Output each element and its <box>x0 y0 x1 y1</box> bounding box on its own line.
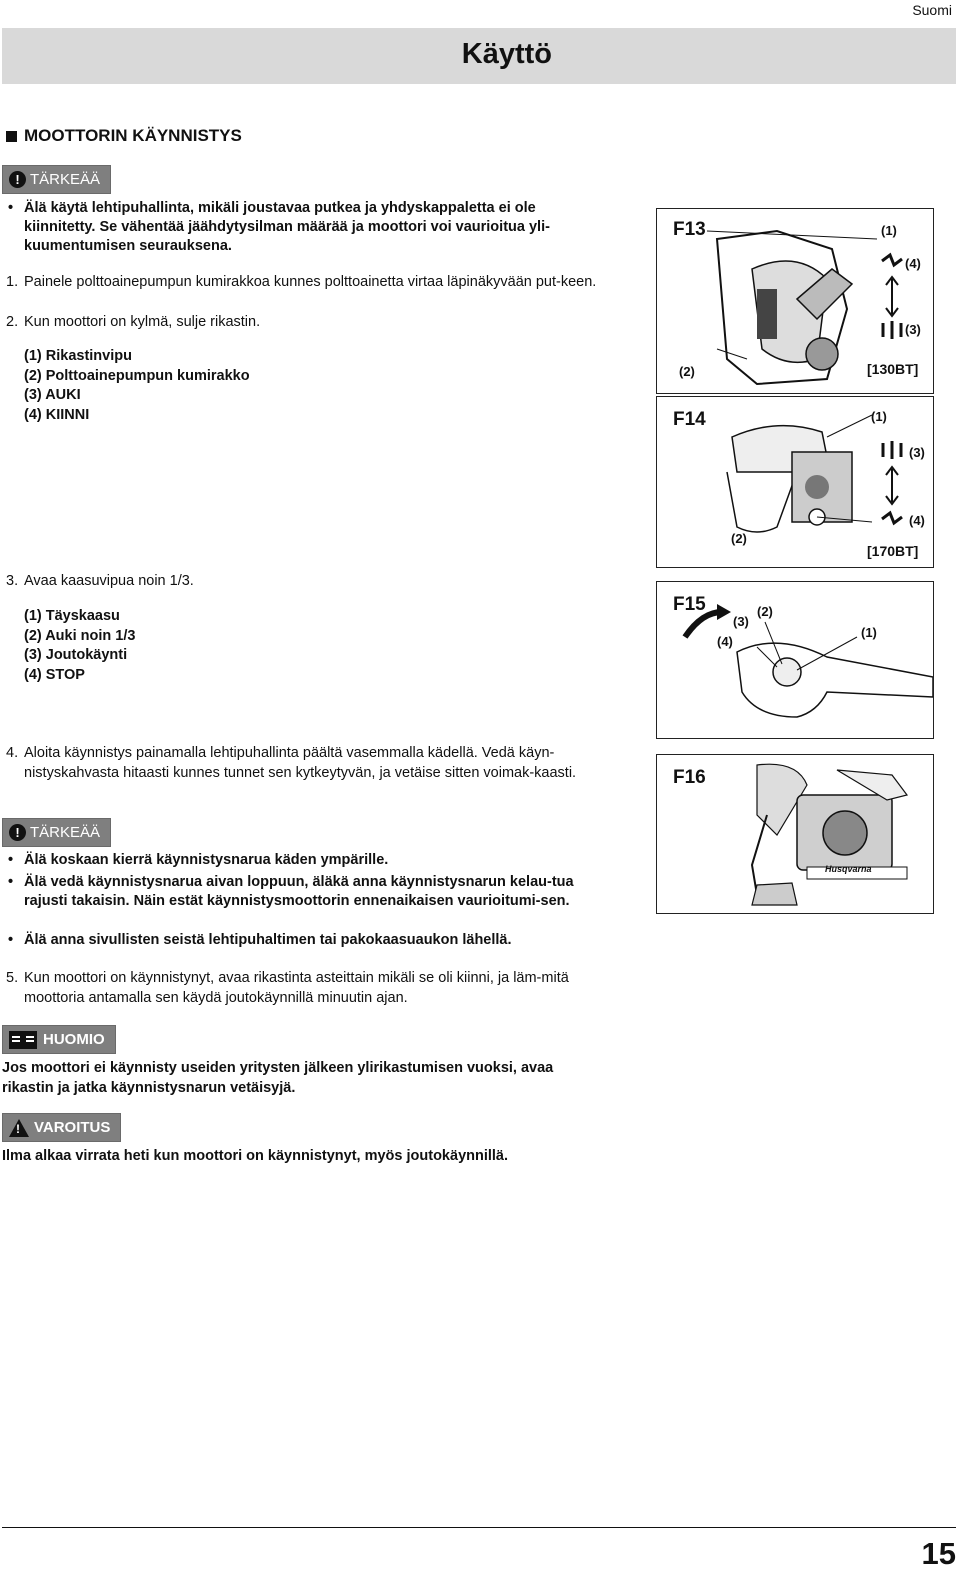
legend-item: (1) Rikastinvipu <box>24 348 132 364</box>
section-heading-text: MOOTTORIN KÄYNNISTYS <box>24 126 242 145</box>
step-2: 2. Kun moottori on kylmä, sulje rikastin. <box>6 314 261 330</box>
callout-3: (3) <box>909 445 925 460</box>
figure-f14 <box>656 396 934 568</box>
important-label: TÄRKEÄÄ <box>30 824 101 841</box>
section-heading <box>6 126 242 146</box>
warning-triangle-icon <box>9 1119 29 1137</box>
important-label: TÄRKEÄÄ <box>30 171 101 188</box>
warning-label: VAROITUS <box>34 1119 111 1136</box>
figure-f16 <box>656 754 934 914</box>
page-number: 15 <box>921 1536 956 1571</box>
legend-item: (3) Joutokäynti <box>24 647 128 663</box>
callout-1: (1) <box>881 223 897 238</box>
warning-badge <box>2 1113 121 1142</box>
legend-item: (4) STOP <box>24 666 85 683</box>
exclamation-icon: ! <box>9 171 26 188</box>
note-badge <box>2 1025 116 1054</box>
language-label: Suomi <box>912 2 952 18</box>
legend-item: (2) Auki noin 1/3 <box>24 627 136 644</box>
page-title: Käyttö <box>461 38 552 70</box>
legend-item: (2) Polttoainepumpun kumirakko <box>24 367 250 384</box>
important-bullet: • Älä vedä käynnistysnarua aivan loppuun, äläkä anna käynnistysnarun kelau-tua rajusti takaisin. Näin estät käynnistysmoottorin ennenaikaisen vaurioitumi-sen. <box>6 873 609 911</box>
figure-label: F15 <box>673 594 706 615</box>
brand-logo: Husqvarna <box>825 864 872 874</box>
callout-2: (2) <box>679 364 695 379</box>
book-icon <box>9 1031 37 1049</box>
exclamation-icon: ! <box>9 824 26 841</box>
figure-f15 <box>656 581 934 739</box>
legend-choke <box>24 347 250 425</box>
step-3: 3. Avaa kaasuvipua noin 1/3. <box>6 573 194 589</box>
footer-rule <box>2 1527 956 1528</box>
legend-throttle <box>24 607 135 685</box>
callout-3: (3) <box>905 322 921 337</box>
step-5: 5. Kun moottori on käynnistynyt, avaa rikastinta asteittain mikäli se oli kiinni, ja läm-mitä moottoria antamalla sen käydä joutokäynnillä minuutin ajan. <box>6 970 569 1006</box>
callout-4: (4) <box>905 256 921 271</box>
step-1: 1. Painele polttoainepumpun kumirakkoa kunnes polttoainetta virtaa läpinäkyvään put-keen. <box>6 274 597 290</box>
callout-1: (1) <box>871 409 887 424</box>
figure-label: F13 <box>673 219 706 240</box>
important-bullet: • Älä anna sivullisten seistä lehtipuhaltimen tai pakokaasuaukon lähellä. <box>6 931 609 950</box>
model-label: [170BT] <box>867 543 919 559</box>
step-4: 4. Aloita käynnistys painamalla lehtipuhallinta päältä vasemmalla kädellä. Vedä käyn-nistyskahvasta hitaasti kunnes tunnet sen kytkeytyvän, ja vetäise sitten voimak-kaasti. <box>6 745 577 781</box>
callout-4: (4) <box>717 634 733 649</box>
note-text: Jos moottori ei käynnisty useiden yritysten jälkeen ylirikastumisen vuoksi, avaa rikastin ja jatka käynnistysnarun vetäisyjä. <box>2 1060 554 1096</box>
note-label: HUOMIO <box>43 1031 105 1048</box>
callout-2: (2) <box>757 604 773 619</box>
figure-f13 <box>656 208 934 394</box>
legend-item: (3) AUKI <box>24 387 81 403</box>
important-bullet: • Älä käytä lehtipuhallinta, mikäli joustavaa putkea ja yhdyskappaletta ei ole kiinnitetty. Se vähentää jäähdytysilman määrää ja moottori voi vaurioitua yli-kuumentumisen seurauksena. <box>6 199 609 256</box>
callout-4: (4) <box>909 513 925 528</box>
warning-text: Ilma alkaa virrata heti kun moottori on käynnistynyt, myös joutokäynnillä. <box>2 1148 509 1164</box>
model-label: [130BT] <box>867 361 919 377</box>
callout-2: (2) <box>731 531 747 546</box>
figure-label: F14 <box>673 409 706 430</box>
square-bullet-icon <box>6 131 17 142</box>
legend-item: (1) Täyskaasu <box>24 608 120 624</box>
important-bullet: • Älä koskaan kierrä käynnistysnarua käden ympärille. <box>6 851 609 870</box>
figure-label: F16 <box>673 767 706 788</box>
callout-1: (1) <box>861 625 877 640</box>
important-badge <box>2 165 111 194</box>
important-badge <box>2 818 111 847</box>
legend-item: (4) KIINNI <box>24 406 90 423</box>
callout-3: (3) <box>733 614 749 629</box>
